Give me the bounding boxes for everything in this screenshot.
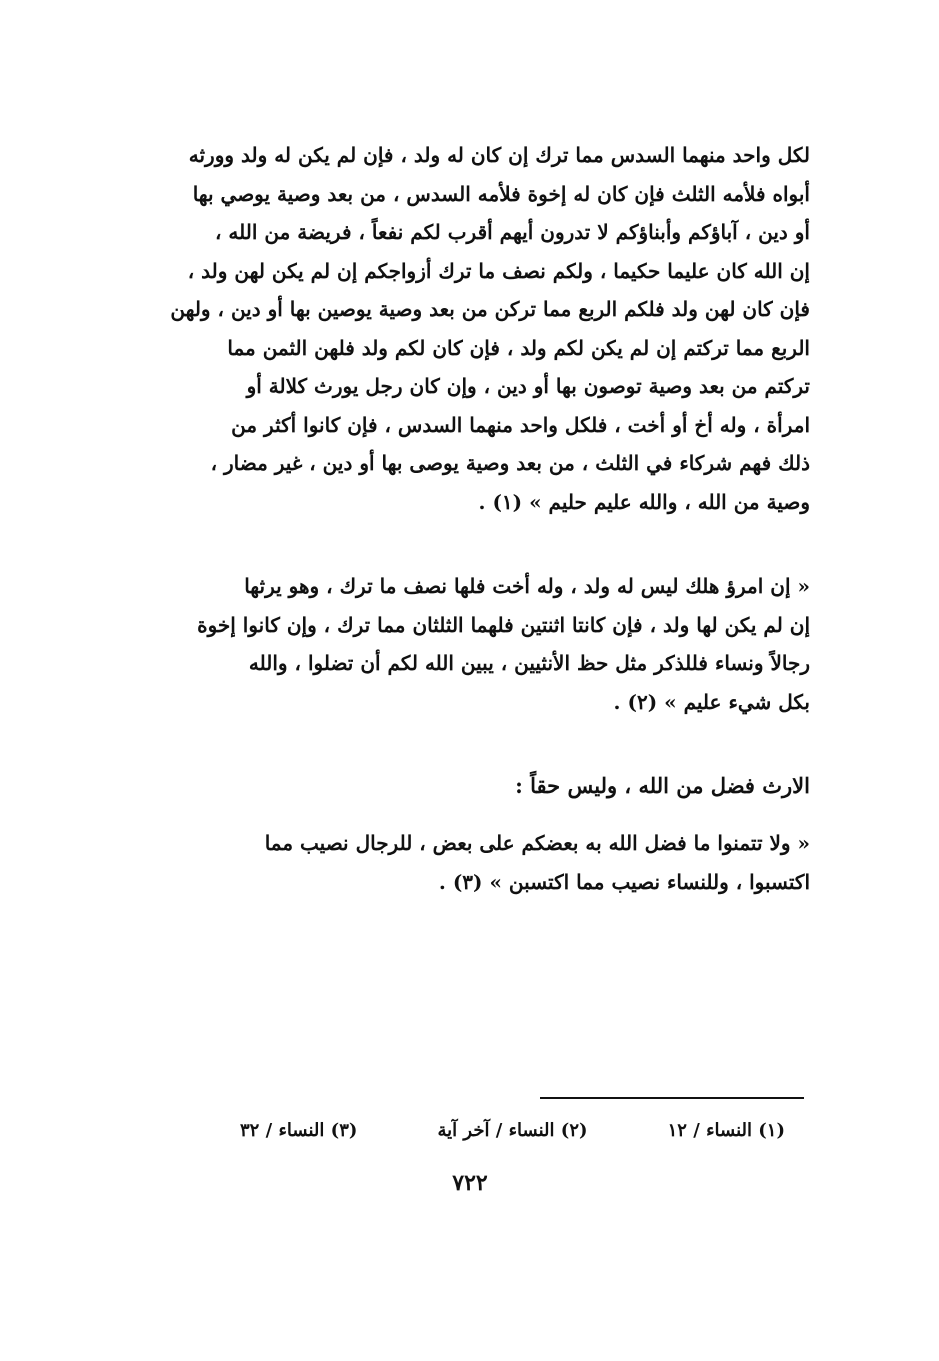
heading-text: الارث فضل من الله ، وليس حقاً :: [515, 773, 810, 798]
text-line: فإن كان لهن ولد فلكم الربع مما تركن من بعد وصية يوصين بها أو دين ، ولهن: [170, 297, 810, 321]
footnote-divider: [540, 1097, 804, 1099]
text-line: إن الله كان عليما حكيما ، ولكم نصف ما ترك أزواجكم إن لم يكن لهن ولد ،: [187, 258, 810, 283]
text-line: ذلك فهم شركاء في الثلث ، من بعد وصية يوصى بها أو دين ، غير مضار ،: [210, 451, 810, 475]
footnote-1: (١) النساء / ١٢: [667, 1119, 785, 1141]
footnote-3: (٣) النساء / ٣٢: [240, 1119, 358, 1141]
text-line: لكل واحد منهما السدس مما ترك إن كان له ولد ، فإن لم يكن له ولد وورثه: [188, 143, 810, 167]
text-line: « إن امرؤ هلك ليس له ولد ، وله أخت فلها نصف ما ترك ، وهو يرثها: [244, 574, 810, 598]
text-line: أبواه فلأمه الثلث فإن كان له إخوة فلأمه السدس ، من بعد وصية يوصي بها: [192, 181, 810, 206]
section-heading: [128, 767, 810, 806]
text-line: وصية من الله ، والله عليم حليم » (١) .: [478, 489, 810, 514]
paragraph-virtue: [128, 824, 810, 901]
text-line: رجالاً ونساء فللذكر مثل حظ الأنثيين ، يبين الله لكم أن تضلوا ، والله: [248, 651, 810, 675]
text-line: الربع مما تركتم إن لم يكن لكم ولد ، فإن كان لكم ولد فلهن الثمن مما: [227, 335, 810, 360]
footnotes: [240, 1110, 785, 1150]
text-line: إن لم يكن لها ولد ، فإن كانتا اثنتين فلهما الثلثان مما ترك ، وإن كانوا إخوة: [197, 612, 810, 637]
text-line: « ولا تتمنوا ما فضل الله به بعضكم على بعض ، للرجال نصيب مما: [264, 831, 810, 855]
text-line: اكتسبوا ، وللنساء نصيب مما اكتسبن » (٣) .: [438, 869, 810, 894]
paragraph-kalala: [128, 567, 810, 721]
text-line: تركتم من بعد وصية توصون بها أو دين ، وإن كان رجل يورث كلالة أو: [246, 374, 810, 398]
footnote-2: (٢) النساء / آخر آية: [437, 1119, 588, 1141]
text-line: امرأة ، وله أخ أو أخت ، فلكل واحد منهما السدس ، فإن كانوا أكثر من: [231, 412, 810, 437]
text-line: بكل شيء عليم » (٢) .: [613, 689, 810, 714]
paragraph-inheritance-shares: [128, 136, 810, 521]
page-number: ٧٢٢: [452, 1170, 488, 1196]
text-line: أو دين ، آباؤكم وأبناؤكم لا تدرون أيهم أقرب لكم نفعاً ، فريضة من الله ،: [215, 220, 810, 244]
